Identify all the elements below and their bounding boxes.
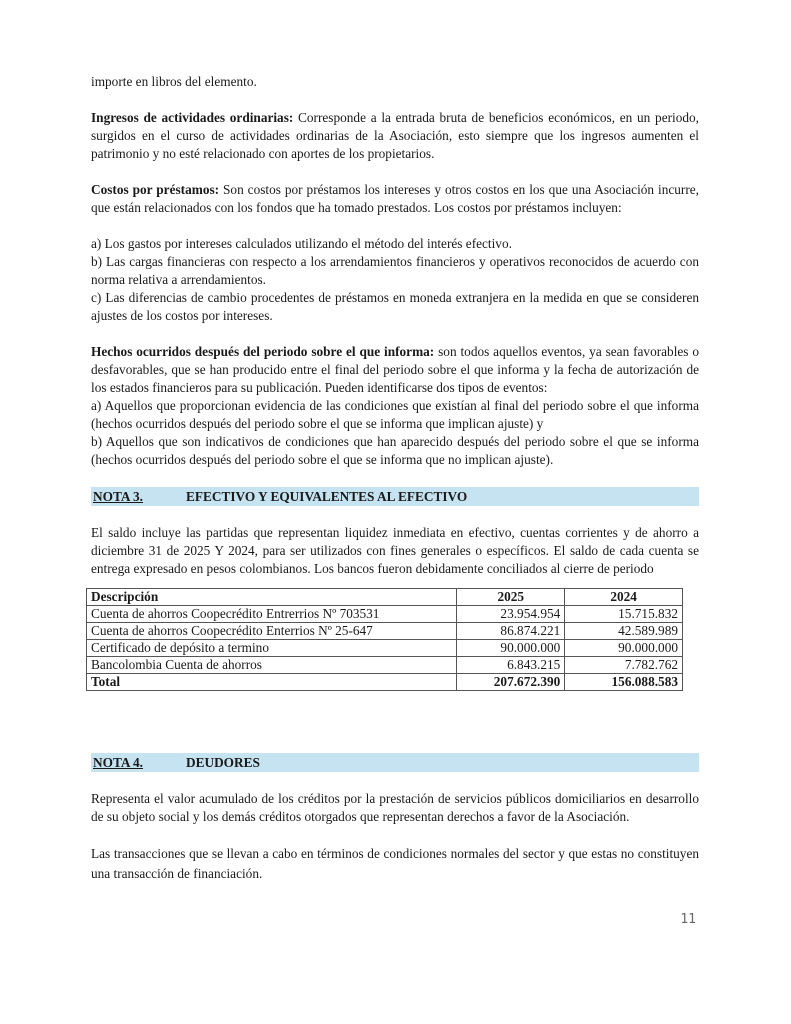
table-total-row <box>87 674 683 691</box>
header-descripcion: Descripción <box>87 589 457 606</box>
total-2025: 207.672.390 <box>457 674 565 691</box>
row-description: Bancolombia Cuenta de ahorros <box>87 657 457 674</box>
row-description: Certificado de depósito a termino <box>87 640 457 657</box>
row-value-2024: 7.782.762 <box>565 657 683 674</box>
total-2024: 156.088.583 <box>565 674 683 691</box>
costos-item: b) Las cargas financieras con respecto a los arrendamientos financieros y operativos reconocidos de acuerdo con norma relativa a arrendamientos. <box>91 254 699 287</box>
table-row <box>87 657 683 674</box>
ingresos-paragraph <box>91 109 699 163</box>
page-number: 11 <box>680 912 696 927</box>
hechos-text: son todos aquellos eventos, ya sean favorables o desfavorables, que se han producido entre el final del periodo sobre el que informa y la fecha de autorización de los estados financieros para su publicación. Pueden identificarse dos tipos de eventos: <box>91 344 699 395</box>
row-value-2025: 86.874.221 <box>457 623 565 640</box>
nota4-number: NOTA 4. <box>93 755 143 770</box>
nota3-header <box>91 487 699 506</box>
row-value-2024: 15.715.832 <box>565 606 683 623</box>
table-row <box>87 640 683 657</box>
costos-text: Son costos por préstamos los intereses y otros costos en los que una Asociación incurre, que están relacionados con los fondos que ha tomado prestados. Los costos por préstamos incluyen: <box>91 182 700 215</box>
efectivo-table <box>86 588 683 691</box>
hechos-item: b) Aquellos que son indicativos de condiciones que han aparecido después del periodo sobre el que se informa (hechos ocurridos después del periodo sobre el que se informa que no implican ajuste). <box>91 434 699 467</box>
nota4-title: DEUDORES <box>186 755 260 770</box>
costos-term: Costos por préstamos: <box>91 182 220 197</box>
intro-line: importe en libros del elemento. <box>91 74 257 89</box>
table-header-row <box>87 589 683 606</box>
nota4-header <box>91 753 699 772</box>
nota4-paragraph: Las transacciones que se llevan a cabo en términos de condiciones normales del sector y que estas no constituyen una transacción de financiación. <box>91 846 699 881</box>
costos-item: c) Las diferencias de cambio procedentes de préstamos en moneda extranjera en la medida en que se consideren ajustes de los costos por intereses. <box>91 290 699 323</box>
row-value-2025: 6.843.215 <box>457 657 565 674</box>
table-row <box>87 606 683 623</box>
row-description: Cuenta de ahorros Coopecrédito Enterrios Nº 25-647 <box>87 623 457 640</box>
nota3-number: NOTA 3. <box>93 489 143 504</box>
costos-item: a) Los gastos por intereses calculados utilizando el método del interés efectivo. <box>91 236 512 251</box>
header-2025: 2025 <box>457 589 565 606</box>
nota3-paragraph: El saldo incluye las partidas que representan liquidez inmediata en efectivo, cuentas corrientes y de ahorro a diciembre 31 de 2025 Y 2024, para ser utilizados con fines generales o específicos. El saldo de cada cuenta se entrega expresado en pesos colombianos. Los bancos fueron debidamente conciliados al cierre de periodo <box>91 525 699 576</box>
row-value-2025: 23.954.954 <box>457 606 565 623</box>
row-value-2024: 90.000.000 <box>565 640 683 657</box>
total-label: Total <box>87 674 457 691</box>
costos-paragraph <box>91 181 699 217</box>
row-description: Cuenta de ahorros Coopecrédito Entrerrios Nº 703531 <box>87 606 457 623</box>
hechos-paragraph <box>91 343 699 397</box>
hechos-term: Hechos ocurridos después del periodo sobre el que informa: <box>91 344 435 359</box>
ingresos-term: Ingresos de actividades ordinarias: <box>91 110 294 125</box>
nota4-paragraph: Representa el valor acumulado de los créditos por la prestación de servicios públicos domiciliarios en desarrollo de su objeto social y los demás créditos otorgados que representan derechos a favor de la Asociación. <box>91 791 699 824</box>
header-2024: 2024 <box>565 589 683 606</box>
hechos-item: a) Aquellos que proporcionan evidencia de las condiciones que existían al final del periodo sobre el que informa (hechos ocurridos después del periodo sobre el que se informa que implican ajuste) y <box>91 398 699 431</box>
table-row <box>87 623 683 640</box>
nota3-title: EFECTIVO Y EQUIVALENTES AL EFECTIVO <box>186 489 468 504</box>
row-value-2025: 90.000.000 <box>457 640 565 657</box>
document-page <box>91 73 699 884</box>
ingresos-text: Corresponde a la entrada bruta de beneficios económicos, en un periodo, surgidos en el curso de actividades ordinarias de la Asociación, esto siempre que los ingresos aumenten el patrimonio y no esté relacionado con aportes de los propietarios. <box>91 110 699 161</box>
row-value-2024: 42.589.989 <box>565 623 683 640</box>
